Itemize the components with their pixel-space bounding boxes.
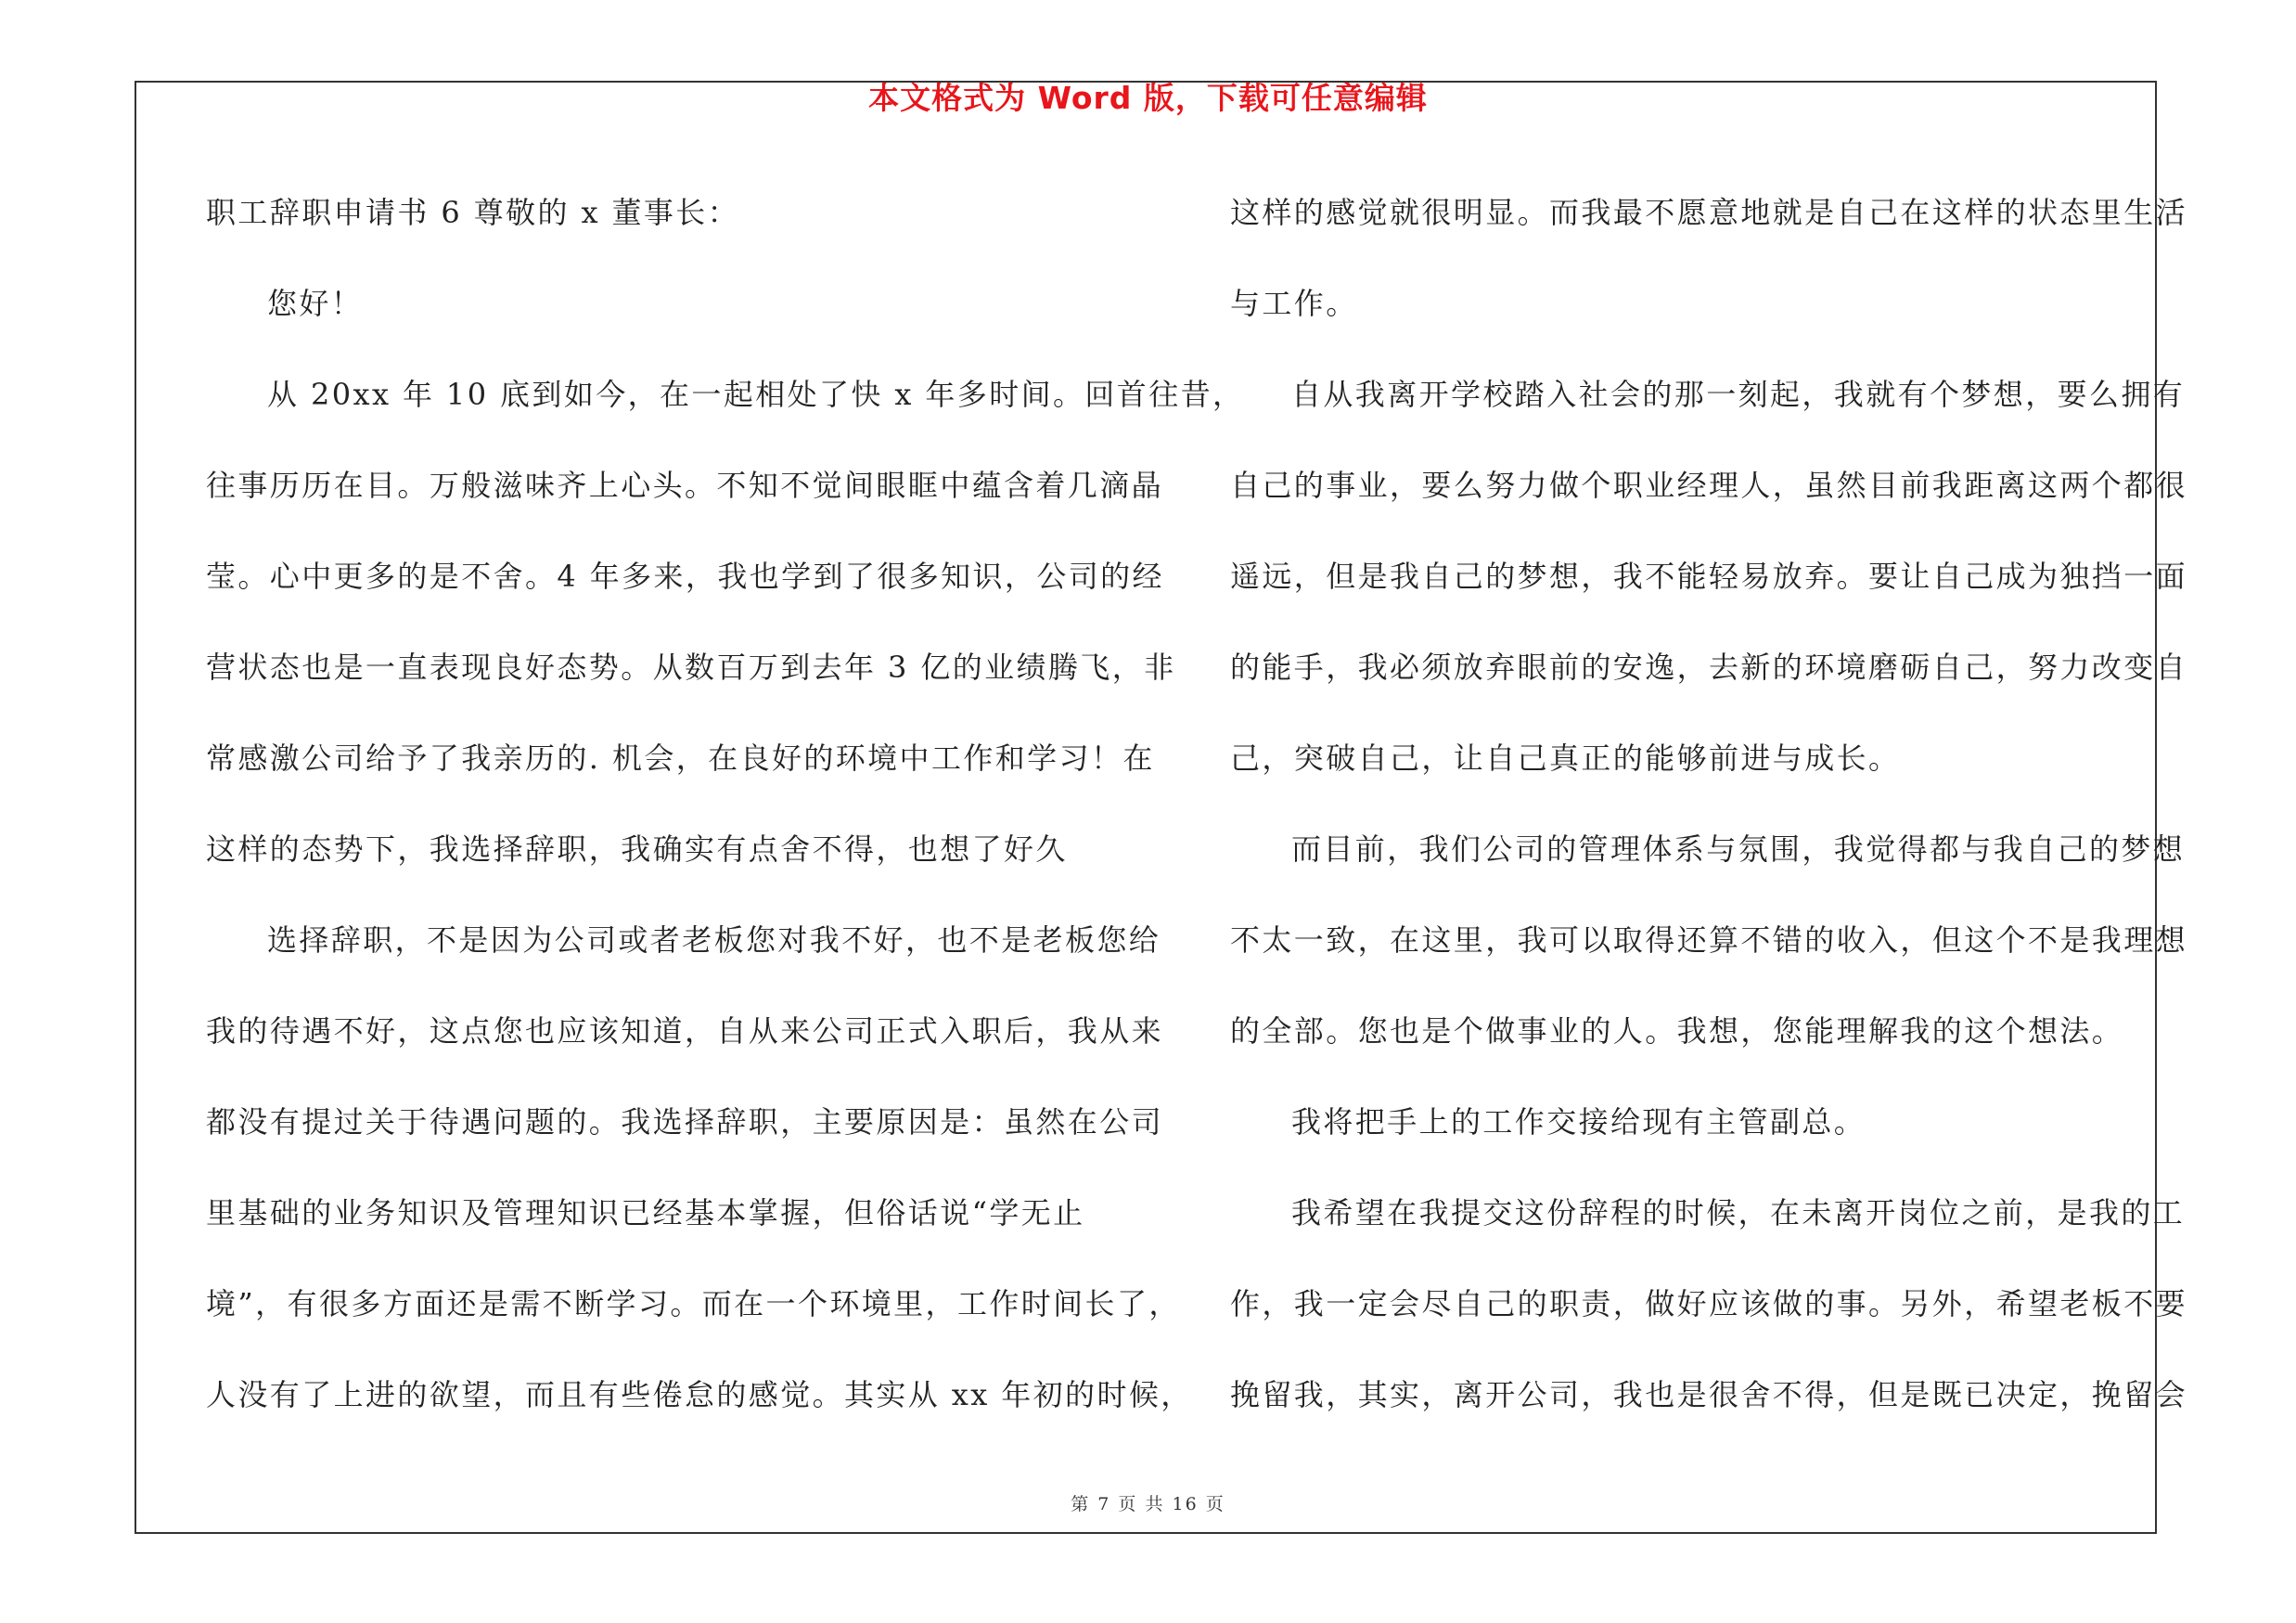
text-line: 遥远，但是我自己的梦想，我不能轻易放弃。要让自己成为独挡一面: [1230, 559, 2188, 594]
left-text-column: [206, 184, 1245, 1457]
text-line: 作，我一定会尽自己的职责，做好应该做的事。另外，希望老板不要: [1230, 1286, 2188, 1321]
text-line: 您好！: [267, 286, 364, 321]
text-line: 挽留我，其实，离开公司，我也是很舍不得，但是既已决定，挽留会: [1230, 1377, 2188, 1412]
text-line: 里基础的业务知识及管理知识已经基本掌握，但俗话说“学无止: [206, 1195, 1085, 1230]
text-line: 这样的态势下，我选择辞职，我确实有点舍不得，也想了好久: [206, 831, 1068, 867]
text-line: 人没有了上进的欲望，而且有些倦怠的感觉。其实从 xx 年初的时候，: [206, 1377, 1193, 1412]
text-line: 不太一致，在这里，我可以取得还算不错的收入，但这个不是我理想: [1230, 922, 2188, 958]
text-line: 我的待遇不好，这点您也应该知道，自从来公司正式入职后，我从来: [206, 1013, 1164, 1049]
text-line: 自从我离开学校踏入社会的那一刻起，我就有个梦想，要么拥有: [1291, 377, 2186, 412]
page-number-footer: 第 7 页 共 16 页: [1071, 1494, 1225, 1514]
text-line: 我将把手上的工作交接给现有主管副总。: [1291, 1104, 1866, 1140]
header-banner: 本文格式为 Word 版，下载可任意编辑: [868, 80, 1428, 116]
text-line: 往事历历在目。万般滋味齐上心头。不知不觉间眼眶中蕴含着几滴晶: [206, 468, 1164, 503]
text-line: 营状态也是一直表现良好态势。从数百万到去年 3 亿的业绩腾飞，非: [206, 650, 1176, 685]
text-line: 职工辞职申请书 6 尊敬的 x 董事长：: [206, 195, 740, 230]
text-line: 我希望在我提交这份辞程的时候，在未离开岗位之前，是我的工: [1291, 1195, 2186, 1230]
text-line: 常感激公司给予了我亲历的. 机会，在良好的环境中工作和学习！在: [206, 741, 1155, 776]
text-line: 与工作。: [1230, 286, 1358, 321]
text-line: 这样的感觉就很明显。而我最不愿意地就是自己在这样的状态里生活: [1230, 195, 2188, 230]
text-line: 的全部。您也是个做事业的人。我想，您能理解我的这个想法。: [1230, 1013, 2124, 1049]
text-line: 境”，有很多方面还是需不断学习。而在一个环境里，工作时间长了，: [206, 1286, 1181, 1321]
right-text-column: [1230, 184, 2188, 1457]
text-line: 莹。心中更多的是不舍。4 年多来，我也学到了很多知识，公司的经: [206, 559, 1164, 594]
text-line: 从 20xx 年 10 底到如今，在一起相处了快 x 年多时间。回首往昔，: [267, 377, 1245, 412]
text-line: 自己的事业，要么努力做个职业经理人，虽然目前我距离这两个都很: [1230, 468, 2188, 503]
text-line: 都没有提过关于待遇问题的。我选择辞职，主要原因是：虽然在公司: [206, 1104, 1164, 1140]
text-line: 选择辞职，不是因为公司或者老板您对我不好，也不是老板您给: [267, 922, 1161, 958]
text-line: 己，突破自己，让自己真正的能够前进与成长。: [1230, 741, 1901, 776]
text-line: 而目前，我们公司的管理体系与氛围，我觉得都与我自己的梦想: [1291, 831, 2186, 867]
text-line: 的能手，我必须放弃眼前的安逸，去新的环境磨砺自己，努力改变自: [1230, 650, 2188, 685]
